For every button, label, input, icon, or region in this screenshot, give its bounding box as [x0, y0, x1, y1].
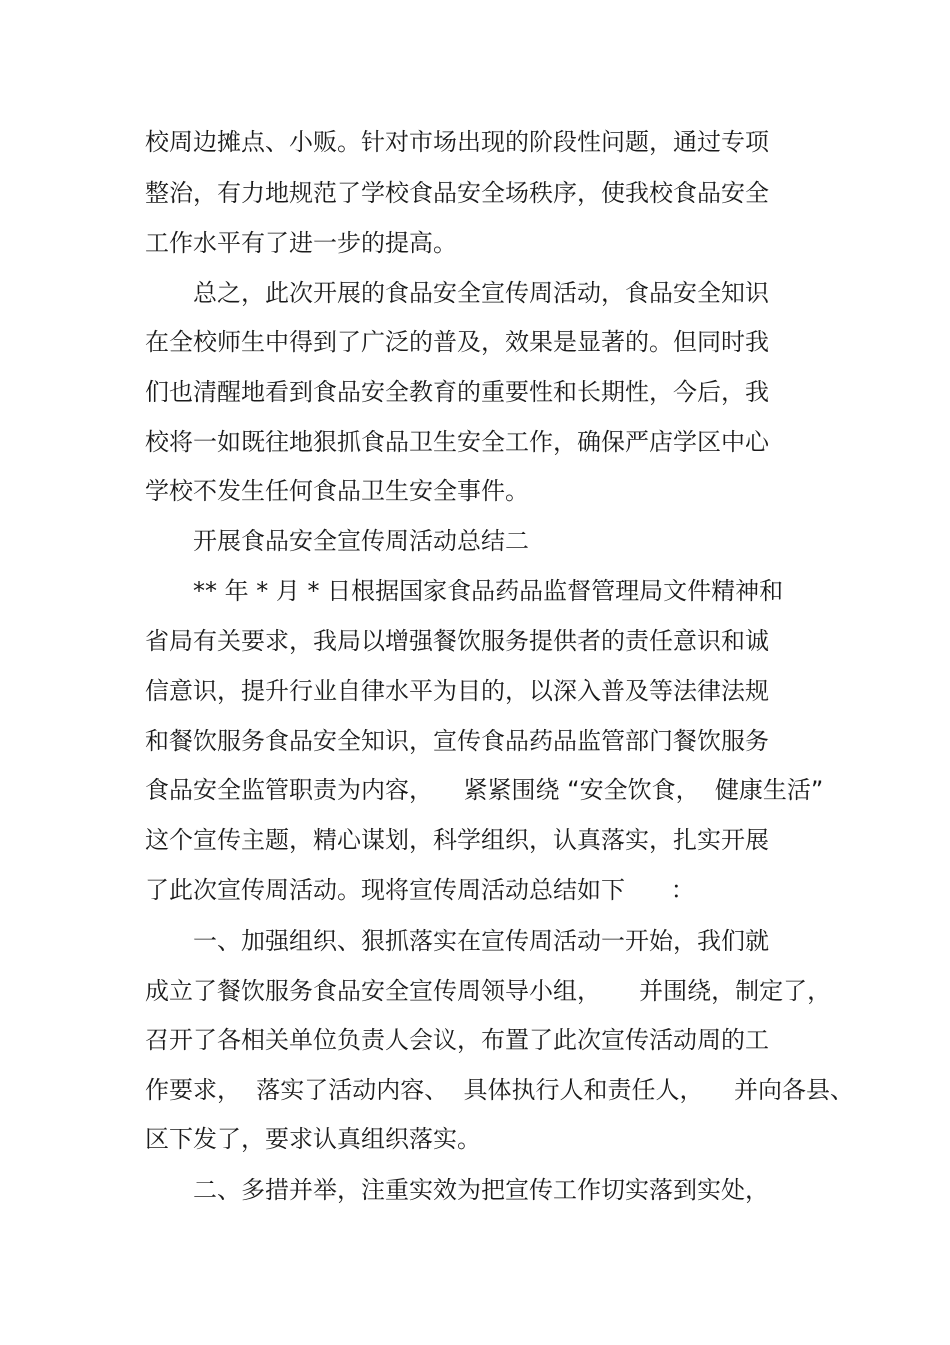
text-line: 信意识，提升行业自律水平为目的，以深入普及等法律法规 [145, 677, 769, 705]
text-line: 在全校师生中得到了广泛的普及，效果是显著的。但同时我 [145, 328, 769, 356]
text-line: 成立了餐饮服务食品安全宣传周领导小组， 并围绕，制定了， [145, 977, 832, 1005]
text-line: 了此次宣传周活动。现将宣传周活动总结如下 ： [145, 876, 695, 904]
paragraph-first-line: ** 年 * 月 * 日根据国家食品药品监督管理局文件精神和 [193, 577, 784, 605]
text-line: 学校不发生任何食品卫生安全事件。 [145, 477, 529, 505]
text-line: 作要求， 落实了活动内容、 具体执行人和责任人， 并向各县、 [145, 1076, 855, 1104]
text-line: 召开了各相关单位负责人会议，布置了此次宣传活动周的工 [145, 1026, 769, 1054]
text-line: 和餐饮服务食品安全知识，宣传食品药品监管部门餐饮服务 [145, 727, 769, 755]
text-line: 整治，有力地规范了学校食品安全场秩序，使我校食品安全 [145, 179, 769, 207]
section-heading: 开展食品安全宣传周活动总结二 [193, 527, 529, 555]
text-line: 校周边摊点、小贩。针对市场出现的阶段性问题，通过专项 [145, 128, 769, 156]
text-line: 省局有关要求，我局以增强餐饮服务提供者的责任意识和诚 [145, 627, 769, 655]
paragraph-first-line: 总之，此次开展的食品安全宣传周活动，食品安全知识 [193, 279, 769, 307]
paragraph-first-line: 一、加强组织、狠抓落实在宣传周活动一开始，我们就 [193, 927, 769, 955]
paragraph-first-line: 二、多措并举，注重实效为把宣传工作切实落到实处， [193, 1176, 769, 1204]
text-line: 校将一如既往地狠抓食品卫生安全工作，确保严店学区中心 [145, 428, 769, 456]
text-line: 这个宣传主题，精心谋划，科学组织，认真落实，扎实开展 [145, 826, 769, 854]
text-line: 区下发了，要求认真组织落实。 [145, 1125, 481, 1153]
text-line: 们也清醒地看到食品安全教育的重要性和长期性，今后，我 [145, 378, 769, 406]
text-line: 工作水平有了进一步的提高。 [145, 229, 457, 257]
text-line: 食品安全监管职责为内容， 紧紧围绕 “安全饮食， 健康生活” [145, 776, 824, 804]
